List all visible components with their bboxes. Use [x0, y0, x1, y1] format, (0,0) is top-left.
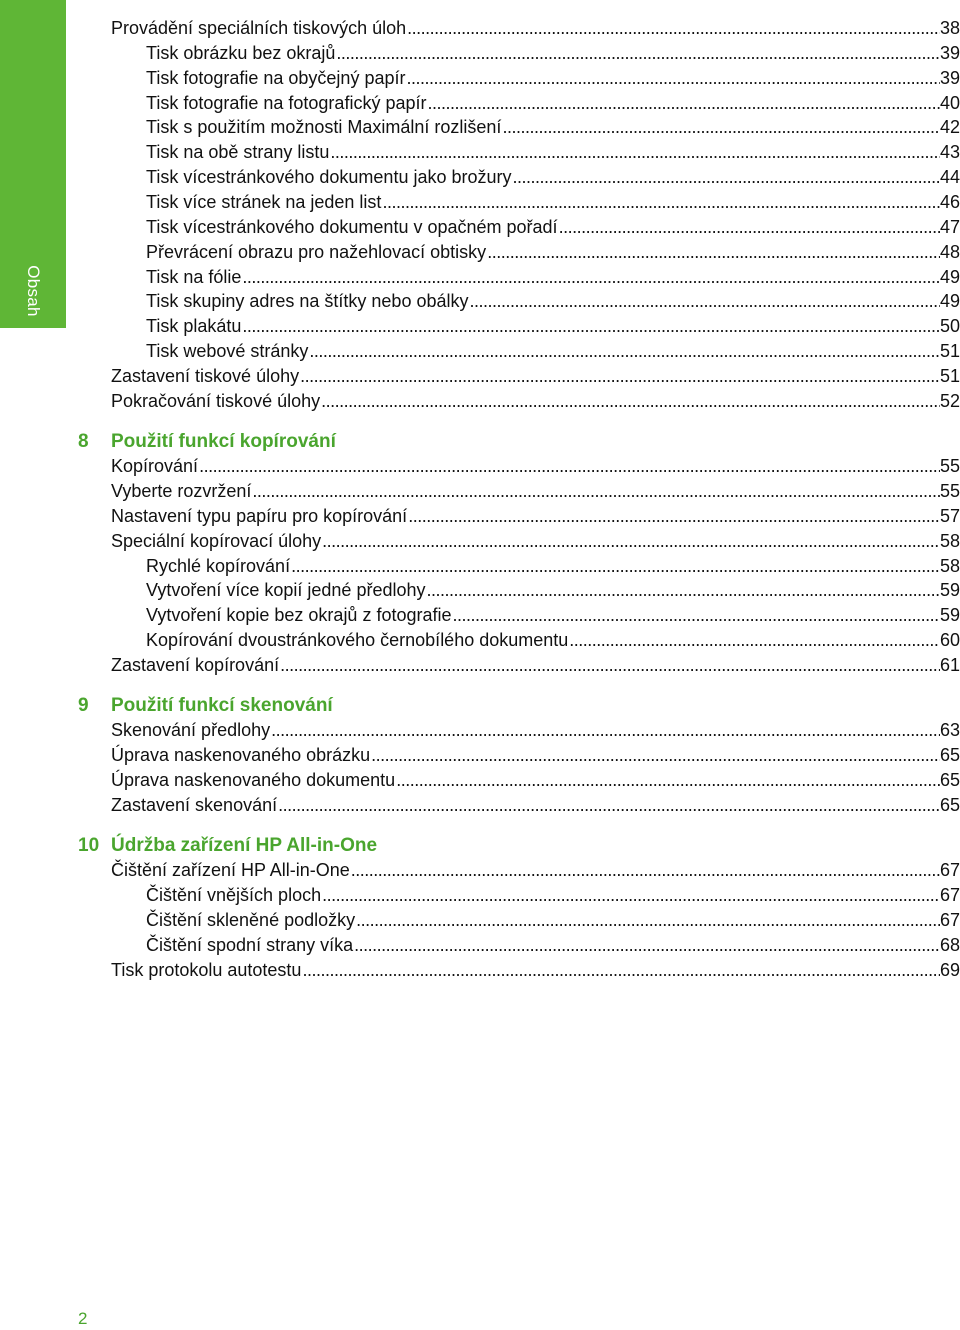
toc-entry[interactable] — [0, 578, 960, 603]
toc-entry[interactable] — [0, 289, 960, 314]
toc-entry-title: Provádění speciálních tiskových úloh — [111, 18, 407, 38]
toc-leader-dots — [382, 190, 940, 215]
toc-entry-title: Zastavení kopírování — [111, 654, 280, 675]
toc-entry-page: 65 — [939, 769, 960, 790]
toc-entry-page: 38 — [939, 18, 960, 38]
toc-entry-title: Tisk protokolu autotestu — [111, 959, 302, 980]
toc-leader-dots — [396, 768, 940, 793]
chapter-number: 9 — [78, 695, 89, 717]
toc-leader-dots — [427, 578, 940, 603]
toc-entry-page: 59 — [939, 605, 960, 626]
chapter-heading[interactable] — [0, 693, 960, 719]
toc-entry-page: 61 — [939, 654, 960, 675]
toc-entry-page: 67 — [939, 885, 960, 905]
toc-entry-title: Tisk plakátu — [146, 316, 242, 337]
toc-entry[interactable] — [0, 91, 960, 116]
chapter-title: Použití funkcí skenování — [111, 695, 333, 717]
toc-entry-title: Kopírování dvoustránkového černobílého dokumentu — [146, 630, 569, 651]
toc-entry[interactable] — [0, 339, 960, 364]
toc-entry-title: Tisk skupiny adres na štítky nebo obálky — [146, 291, 469, 312]
toc-entry[interactable] — [0, 933, 960, 958]
toc-entry[interactable] — [0, 529, 960, 554]
chapter-title: Použití funkcí kopírování — [111, 431, 336, 453]
toc-entry-page: 39 — [939, 42, 960, 63]
toc-entry-page: 67 — [939, 860, 960, 881]
toc-entry[interactable] — [0, 265, 960, 290]
toc-leader-dots — [502, 115, 940, 140]
toc-entry[interactable] — [0, 958, 960, 983]
toc-entry-page: 67 — [939, 909, 960, 930]
toc-entry-title: Úprava naskenovaného obrázku — [111, 745, 371, 766]
toc-entry-title: Vytvoření více kopií jedné předlohy — [146, 580, 426, 601]
toc-leader-dots — [278, 793, 940, 818]
toc-leader-dots — [291, 554, 940, 579]
toc-entry-page: 40 — [939, 92, 960, 113]
toc-entry-title: Čištění spodní strany víka — [146, 934, 354, 955]
toc-leader-dots — [351, 858, 940, 883]
toc-entry-page: 59 — [939, 580, 960, 601]
toc-leader-dots — [242, 265, 940, 290]
toc-entry-title: Tisk s použitím možnosti Maximální rozlišení — [146, 117, 502, 138]
toc-leader-dots — [322, 529, 940, 554]
toc-entry[interactable] — [0, 768, 960, 793]
toc-entry-title: Vyberte rozvržení — [111, 480, 252, 501]
toc-entry-page: 52 — [939, 390, 960, 411]
toc-leader-dots — [356, 908, 940, 933]
toc-entry-page: 65 — [939, 745, 960, 766]
toc-entry-page: 57 — [939, 505, 960, 526]
toc-entry-page: 63 — [939, 720, 960, 741]
toc-entry-page: 55 — [939, 480, 960, 501]
toc-entry-title: Tisk obrázku bez okrajů — [146, 42, 336, 63]
chapter-heading[interactable] — [0, 833, 960, 859]
chapter-number: 10 — [78, 835, 100, 857]
toc-entry-page: 58 — [939, 555, 960, 576]
toc-entry[interactable] — [0, 628, 960, 653]
toc-leader-dots — [487, 240, 940, 265]
toc-leader-dots — [406, 66, 939, 91]
toc-entry-title: Speciální kopírovací úlohy — [111, 530, 322, 551]
toc-entry[interactable] — [0, 479, 960, 504]
toc-leader-dots — [371, 743, 940, 768]
toc-leader-dots — [302, 958, 940, 983]
toc-entry[interactable] — [0, 41, 960, 66]
toc-entry-page: 58 — [939, 530, 960, 551]
toc-entry-page: 49 — [939, 291, 960, 312]
toc-entry-title: Nastavení typu papíru pro kopírování — [111, 505, 408, 526]
toc-entry[interactable] — [0, 165, 960, 190]
toc-entry[interactable] — [0, 908, 960, 933]
toc-leader-dots — [513, 165, 940, 190]
toc-leader-dots — [280, 653, 940, 678]
toc-leader-dots — [330, 140, 940, 165]
toc-entry-title: Kopírování — [111, 456, 199, 477]
toc-entry[interactable] — [0, 554, 960, 579]
toc-entry-title: Čištění skleněné podložky — [146, 909, 356, 930]
sidebar-tab-label: Obsah — [24, 265, 43, 317]
toc-entry-title: Zastavení skenování — [111, 794, 278, 815]
toc-entry-title: Tisk na fólie — [146, 266, 242, 287]
toc-entry[interactable] — [0, 883, 960, 908]
toc-entry-title: Tisk webové stránky — [146, 341, 309, 362]
toc-entry-title: Čištění zařízení HP All-in-One — [111, 860, 350, 881]
toc-entry-page: 51 — [939, 341, 960, 362]
toc-leader-dots — [569, 628, 940, 653]
toc-leader-dots — [407, 16, 940, 41]
chapter-heading[interactable] — [0, 429, 960, 455]
toc-entry[interactable] — [0, 140, 960, 165]
toc-entry[interactable] — [0, 389, 960, 414]
toc-entry[interactable] — [0, 454, 960, 479]
toc-entry-page: 55 — [939, 456, 960, 477]
toc-leader-dots — [559, 215, 940, 240]
toc-entry-title: Úprava naskenovaného dokumentu — [111, 769, 396, 790]
toc-entry-page: 39 — [939, 67, 960, 88]
toc-entry[interactable] — [0, 793, 960, 818]
toc-leader-dots — [453, 603, 940, 628]
toc-entry-page: 65 — [939, 794, 960, 815]
toc-leader-dots — [322, 883, 940, 908]
toc-entry-title: Skenování předlohy — [111, 720, 271, 741]
toc-leader-dots — [199, 454, 940, 479]
toc-entry[interactable] — [0, 364, 960, 389]
toc-entry-title: Tisk fotografie na obyčejný papír — [146, 67, 406, 88]
toc-entry-title: Tisk fotografie na fotografický papír — [146, 92, 427, 113]
toc-leader-dots — [336, 41, 940, 66]
toc-leader-dots — [427, 91, 940, 116]
toc-entry-title: Rychlé kopírování — [146, 555, 291, 576]
toc-entry-page: 44 — [939, 167, 960, 188]
toc-entry-page: 46 — [939, 191, 960, 212]
toc-entry-title: Čištění vnějších ploch — [146, 885, 322, 905]
toc-entry[interactable] — [0, 215, 960, 240]
toc-leader-dots — [354, 933, 940, 958]
toc-entry-page: 68 — [939, 934, 960, 955]
toc-leader-dots — [408, 504, 940, 529]
toc-leader-dots — [252, 479, 940, 504]
toc-entry-title: Vytvoření kopie bez okrajů z fotografie — [146, 605, 452, 626]
toc-entry-page: 60 — [939, 630, 960, 651]
toc-leader-dots — [242, 314, 940, 339]
toc-entry-page: 48 — [939, 241, 960, 262]
toc-entry-page: 69 — [939, 959, 960, 980]
toc-entry[interactable] — [0, 314, 960, 339]
toc-entry-title: Převrácení obrazu pro nažehlovací obtisky — [146, 241, 487, 262]
toc-entry[interactable] — [0, 16, 960, 41]
toc-leader-dots — [321, 389, 940, 414]
toc-entry[interactable] — [0, 115, 960, 140]
toc-entry-page: 42 — [939, 117, 960, 138]
toc-entry[interactable] — [0, 190, 960, 215]
toc-entry[interactable] — [0, 504, 960, 529]
toc-leader-dots — [300, 364, 940, 389]
toc-leader-dots — [271, 718, 940, 743]
toc-entry[interactable] — [0, 66, 960, 91]
toc-entry-page: 43 — [939, 142, 960, 163]
chapter-number: 8 — [78, 431, 89, 453]
toc-entry[interactable] — [0, 240, 960, 265]
toc-leader-dots — [309, 339, 940, 364]
toc-entry-title: Tisk více stránek na jeden list — [146, 191, 382, 212]
toc-entry-page: 50 — [939, 316, 960, 337]
toc-entry[interactable] — [0, 603, 960, 628]
toc-entry[interactable] — [0, 718, 960, 743]
toc-entry-page: 49 — [939, 266, 960, 287]
toc-entry-page: 47 — [939, 216, 960, 237]
toc-entry-page: 51 — [939, 365, 960, 386]
toc-entry-title: Pokračování tiskové úlohy — [111, 390, 321, 411]
toc-leader-dots — [470, 289, 940, 314]
toc-entry-title: Tisk na obě strany listu — [146, 142, 330, 163]
toc-entry[interactable] — [0, 653, 960, 678]
toc-entry-title: Tisk vícestránkového dokumentu jako brožury — [146, 167, 512, 188]
toc-entry-title: Zastavení tiskové úlohy — [111, 365, 300, 386]
page-number: 2 — [78, 1309, 88, 1328]
chapter-title: Údržba zařízení HP All-in-One — [111, 835, 378, 857]
toc-entry-title: Tisk vícestránkového dokumentu v opačném pořadí — [146, 216, 558, 237]
toc-entry[interactable] — [0, 743, 960, 768]
toc-entry[interactable] — [0, 858, 960, 883]
